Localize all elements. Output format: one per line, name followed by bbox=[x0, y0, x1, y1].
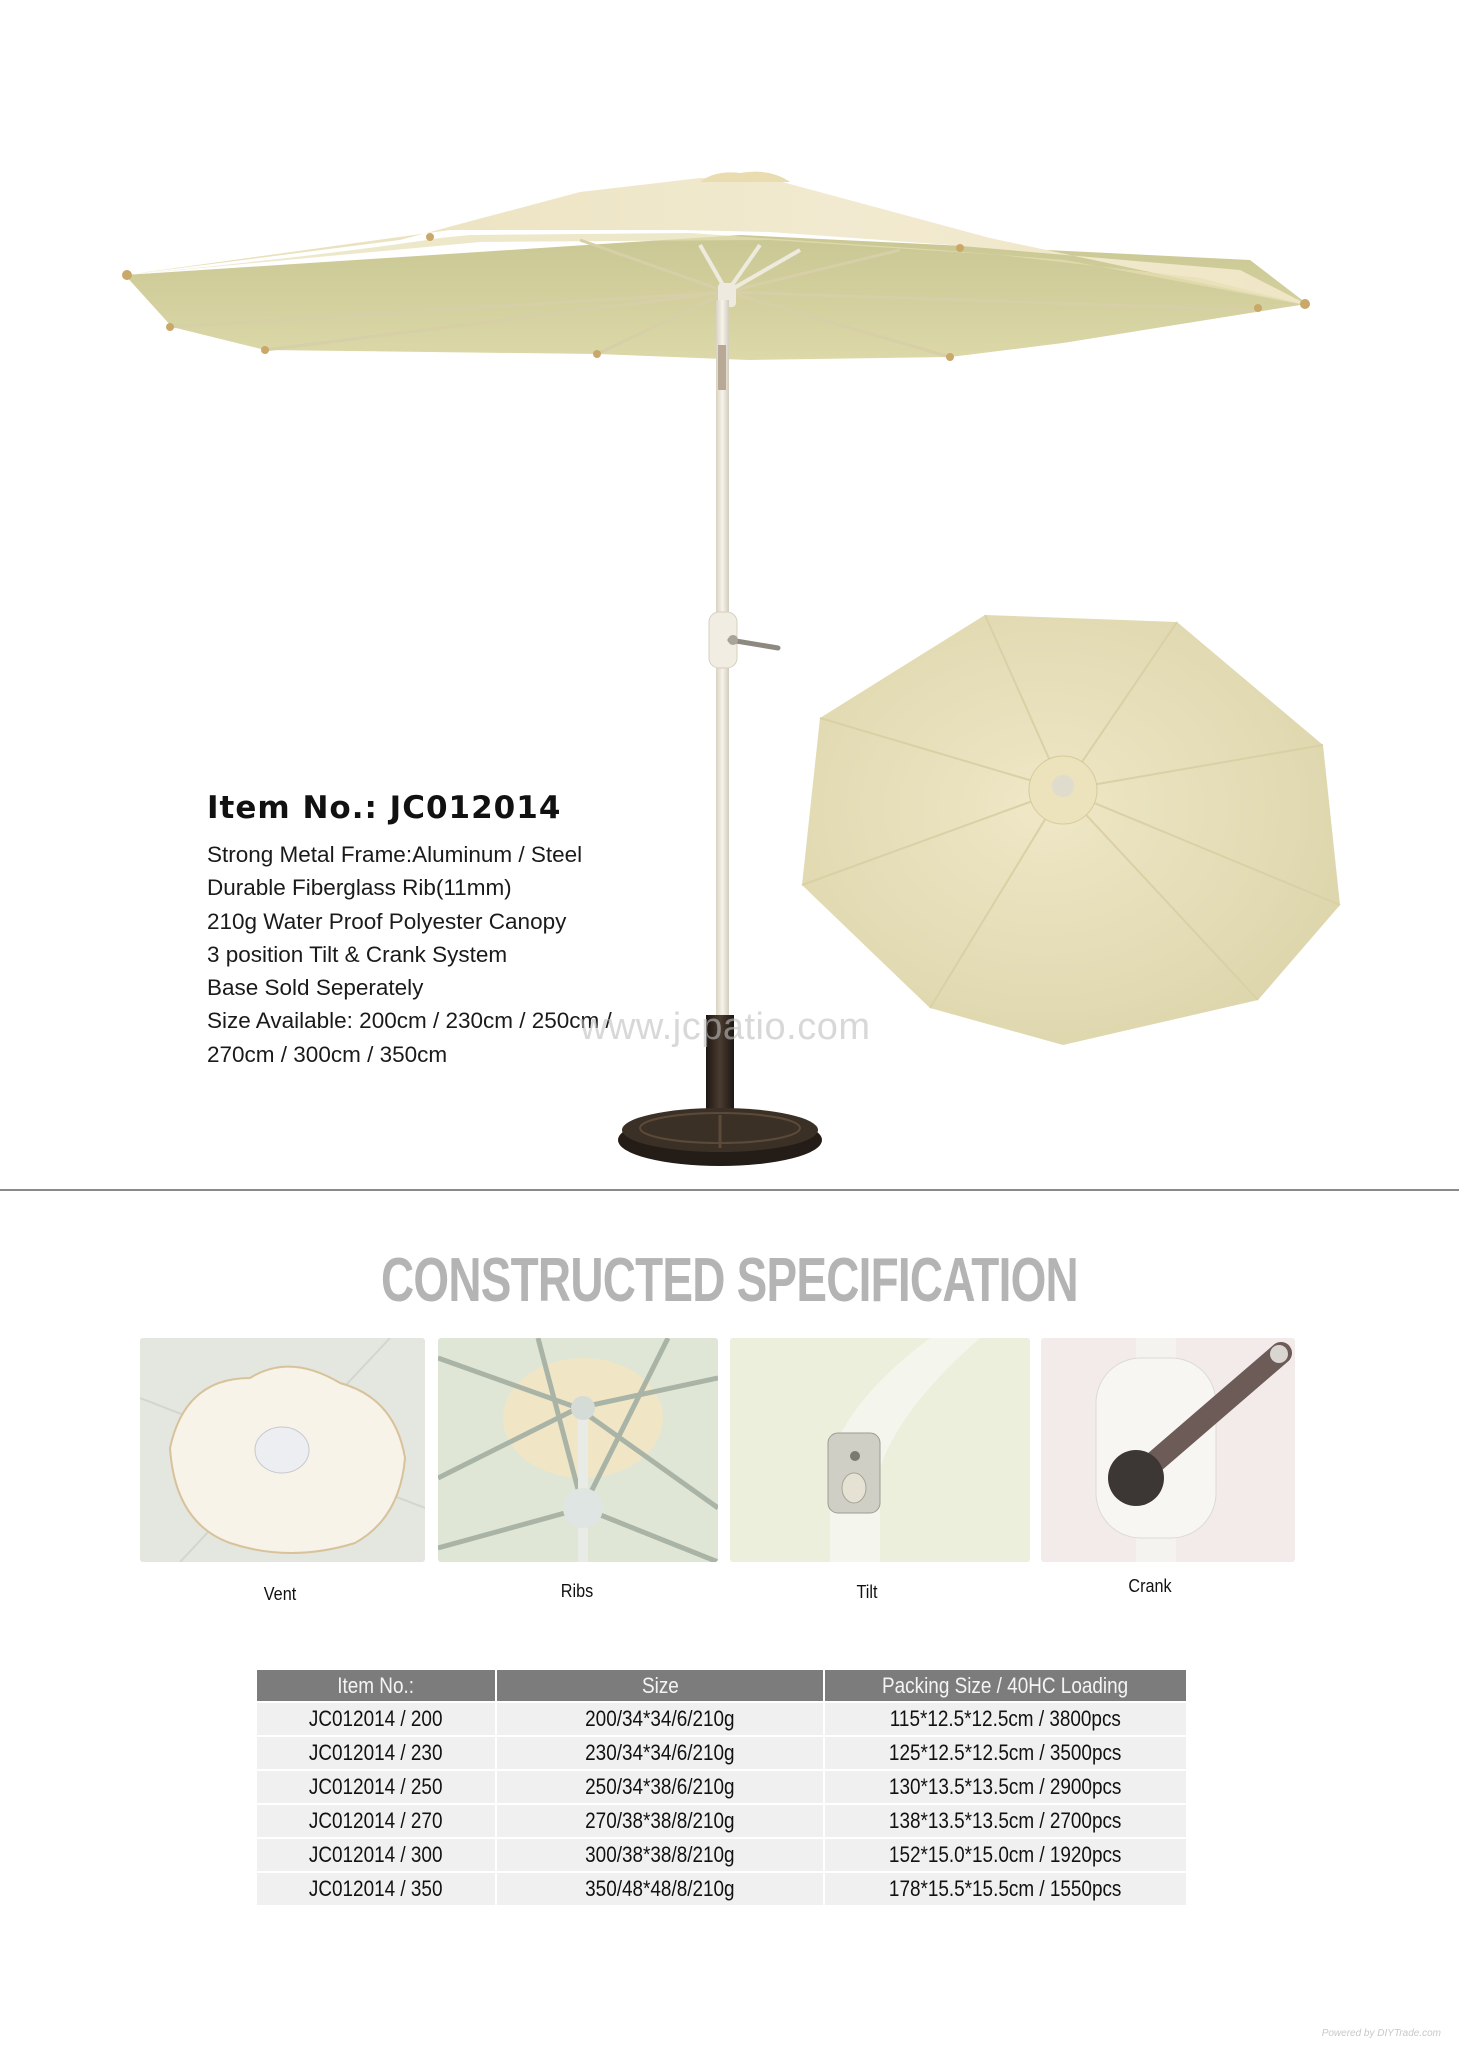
feature-item: 3 position Tilt & Crank System bbox=[207, 941, 508, 967]
column-header-item-no: Item No.: bbox=[257, 1670, 497, 1703]
item-number-title: Item No.: JC012014 bbox=[207, 790, 562, 826]
table-row bbox=[257, 1703, 1186, 1737]
cell-packing: 125*12.5*12.5cm / 3500pcs bbox=[825, 1737, 1186, 1771]
ribs-photo bbox=[438, 1338, 718, 1562]
spec-label-vent: Vent bbox=[263, 1584, 297, 1604]
table-header-row bbox=[257, 1670, 1186, 1703]
cell-packing: 115*12.5*12.5cm / 3800pcs bbox=[825, 1703, 1186, 1737]
cell-size: 250/34*38/6/210g bbox=[497, 1771, 825, 1805]
top-view-umbrella-image bbox=[802, 615, 1340, 1045]
feature-item: Durable Fiberglass Rib(11mm) bbox=[207, 875, 512, 901]
column-header-packing: Packing Size / 40HC Loading bbox=[825, 1670, 1186, 1703]
cell-size: 270/38*38/8/210g bbox=[497, 1805, 825, 1839]
cell-size: 300/38*38/8/210g bbox=[497, 1839, 825, 1873]
cell-packing: 130*13.5*13.5cm / 2900pcs bbox=[825, 1771, 1186, 1805]
cell-item-no: JC012014 / 250 bbox=[257, 1771, 497, 1805]
cell-item-no: JC012014 / 300 bbox=[257, 1839, 497, 1873]
cell-size: 200/34*34/6/210g bbox=[497, 1703, 825, 1737]
table-row bbox=[257, 1805, 1186, 1839]
cell-item-no: JC012014 / 270 bbox=[257, 1805, 497, 1839]
cell-item-no: JC012014 / 350 bbox=[257, 1873, 497, 1907]
spec-label-crank: Crank bbox=[1128, 1576, 1172, 1596]
feature-item: 210g Water Proof Polyester Canopy bbox=[207, 908, 567, 934]
footer-credit: Powered by DIYTrade.com bbox=[1321, 2028, 1441, 2039]
cell-size: 230/34*34/6/210g bbox=[497, 1737, 825, 1771]
feature-item: 270cm / 300cm / 350cm bbox=[207, 1041, 448, 1067]
packing-spec-table bbox=[257, 1670, 1186, 1907]
table-row bbox=[257, 1771, 1186, 1805]
spec-section-title: CONSTRUCTED SPECIFICATION bbox=[381, 1246, 1078, 1315]
table-row bbox=[257, 1737, 1186, 1771]
cell-item-no: JC012014 / 230 bbox=[257, 1737, 497, 1771]
section-divider bbox=[0, 1189, 1459, 1191]
feature-list bbox=[207, 838, 612, 1071]
cell-packing: 178*15.5*15.5cm / 1550pcs bbox=[825, 1873, 1186, 1907]
table-row bbox=[257, 1873, 1186, 1907]
feature-item: Size Available: 200cm / 230cm / 250cm / bbox=[207, 1008, 612, 1034]
cell-item-no: JC012014 / 200 bbox=[257, 1703, 497, 1737]
feature-item: Strong Metal Frame:Aluminum / Steel bbox=[207, 842, 583, 867]
watermark-text: www.jcpatio.com bbox=[580, 1006, 871, 1048]
cell-size: 350/48*48/8/210g bbox=[497, 1873, 825, 1907]
feature-item: Base Sold Seperately bbox=[207, 975, 424, 1001]
column-header-size: Size bbox=[497, 1670, 825, 1703]
cell-packing: 152*15.0*15.0cm / 1920pcs bbox=[825, 1839, 1186, 1873]
spec-label-tilt: Tilt bbox=[856, 1582, 878, 1602]
cell-packing: 138*13.5*13.5cm / 2700pcs bbox=[825, 1805, 1186, 1839]
table-row bbox=[257, 1839, 1186, 1873]
tilt-photo bbox=[730, 1338, 1030, 1562]
crank-photo bbox=[1041, 1338, 1295, 1562]
spec-label-ribs: Ribs bbox=[560, 1581, 594, 1601]
vent-photo bbox=[140, 1338, 425, 1562]
